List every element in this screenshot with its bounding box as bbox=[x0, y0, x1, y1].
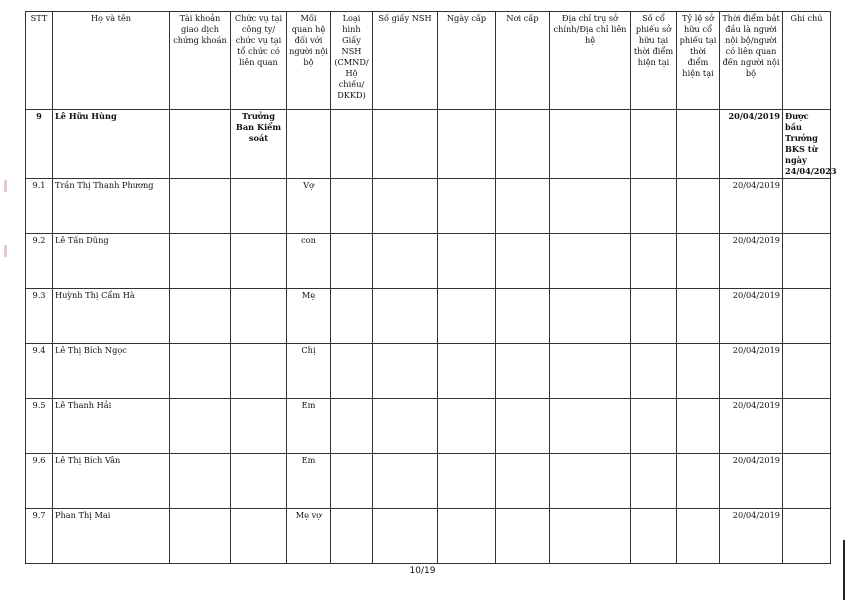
row-address bbox=[550, 234, 631, 289]
table-row-main bbox=[26, 110, 831, 179]
row-id-no bbox=[373, 234, 438, 289]
page-number: 10/19 bbox=[409, 566, 436, 576]
row-ratio bbox=[677, 344, 720, 399]
row-issue-place bbox=[496, 399, 550, 454]
table-row bbox=[26, 454, 831, 509]
row-position bbox=[231, 234, 287, 289]
row-id-type bbox=[331, 399, 373, 454]
row-position bbox=[231, 179, 287, 234]
row-issue-place bbox=[496, 179, 550, 234]
row-ratio bbox=[677, 234, 720, 289]
row-shares bbox=[631, 179, 677, 234]
row-issue-date bbox=[438, 399, 496, 454]
row-address bbox=[550, 454, 631, 509]
row-id-type bbox=[331, 289, 373, 344]
row-issue-date bbox=[438, 179, 496, 234]
row-issue-date bbox=[438, 454, 496, 509]
row-name: Phan Thị Mai bbox=[53, 509, 170, 564]
row-note bbox=[783, 509, 831, 564]
row-issue-date bbox=[438, 509, 496, 564]
row-account bbox=[170, 454, 231, 509]
row-position bbox=[231, 509, 287, 564]
header-relation: Mối quan hệ đối với người nội bộ bbox=[287, 12, 331, 110]
row-stt: 9 bbox=[26, 110, 53, 179]
row-stt: 9.6 bbox=[26, 454, 53, 509]
row-shares bbox=[631, 399, 677, 454]
row-stt: 9.1 bbox=[26, 179, 53, 234]
row-id-no bbox=[373, 399, 438, 454]
header-row bbox=[26, 12, 831, 110]
row-start-date: 20/04/2019 bbox=[720, 289, 783, 344]
row-position bbox=[231, 399, 287, 454]
row-issue-date bbox=[438, 344, 496, 399]
row-address bbox=[550, 110, 631, 179]
row-name: Lê Hữu Hùng bbox=[53, 110, 170, 179]
row-stt: 9.3 bbox=[26, 289, 53, 344]
row-issue-place bbox=[496, 454, 550, 509]
header-start-date: Thời điểm bắt đầu là người nội bộ/người có liên quan đến người nội bộ bbox=[720, 12, 783, 110]
row-account bbox=[170, 179, 231, 234]
table-row bbox=[26, 179, 831, 234]
insider-table bbox=[25, 11, 837, 564]
row-ratio bbox=[677, 454, 720, 509]
row-issue-date bbox=[438, 110, 496, 179]
row-shares bbox=[631, 110, 677, 179]
row-issue-place bbox=[496, 509, 550, 564]
row-note bbox=[783, 399, 831, 454]
row-ratio bbox=[677, 289, 720, 344]
row-ratio bbox=[677, 509, 720, 564]
header-position: Chức vụ tại công ty/ chức vụ tại tổ chức có liên quan bbox=[231, 12, 287, 110]
row-id-no bbox=[373, 289, 438, 344]
row-name: Huỳnh Thị Cẩm Hà bbox=[53, 289, 170, 344]
table-row bbox=[26, 399, 831, 454]
table-row bbox=[26, 289, 831, 344]
row-relation: Chị bbox=[287, 344, 331, 399]
row-start-date: 20/04/2019 bbox=[720, 110, 783, 179]
row-issue-place bbox=[496, 234, 550, 289]
row-shares bbox=[631, 509, 677, 564]
row-id-type bbox=[331, 454, 373, 509]
row-id-type bbox=[331, 344, 373, 399]
row-id-type bbox=[331, 234, 373, 289]
header-address: Địa chỉ trụ sở chính/Địa chỉ liên hệ bbox=[550, 12, 631, 110]
row-account bbox=[170, 344, 231, 399]
row-account bbox=[170, 234, 231, 289]
row-ratio bbox=[677, 110, 720, 179]
row-name: Lê Thị Bích Ngọc bbox=[53, 344, 170, 399]
row-issue-place bbox=[496, 289, 550, 344]
header-stt: STT bbox=[26, 12, 53, 110]
header-id-no: Số giấy NSH bbox=[373, 12, 438, 110]
row-relation bbox=[287, 110, 331, 179]
scan-mark bbox=[4, 245, 7, 257]
row-address bbox=[550, 399, 631, 454]
row-relation: con bbox=[287, 234, 331, 289]
scan-mark bbox=[4, 180, 7, 192]
header-issue-place: Nơi cấp bbox=[496, 12, 550, 110]
row-issue-place bbox=[496, 344, 550, 399]
row-note bbox=[783, 179, 831, 234]
row-name: Lê Thanh Hải bbox=[53, 399, 170, 454]
row-address bbox=[550, 179, 631, 234]
table-row bbox=[26, 234, 831, 289]
row-ratio bbox=[677, 399, 720, 454]
table-row bbox=[26, 509, 831, 564]
table-row bbox=[26, 344, 831, 399]
row-relation: Em bbox=[287, 454, 331, 509]
row-id-no bbox=[373, 179, 438, 234]
row-issue-date bbox=[438, 234, 496, 289]
header-issue-date: Ngày cấp bbox=[438, 12, 496, 110]
row-shares bbox=[631, 344, 677, 399]
row-note bbox=[783, 289, 831, 344]
row-id-no bbox=[373, 509, 438, 564]
header-ratio: Tỷ lệ sở hữu cổ phiếu tại thời điểm hiện tại bbox=[677, 12, 720, 110]
row-stt: 9.2 bbox=[26, 234, 53, 289]
row-stt: 9.7 bbox=[26, 509, 53, 564]
row-relation: Em bbox=[287, 399, 331, 454]
row-account bbox=[170, 110, 231, 179]
row-address bbox=[550, 509, 631, 564]
row-note: Được bầu Trưởng BKS từ ngày 24/04/2023 bbox=[783, 110, 831, 179]
row-start-date: 20/04/2019 bbox=[720, 234, 783, 289]
row-start-date: 20/04/2019 bbox=[720, 509, 783, 564]
row-start-date: 20/04/2019 bbox=[720, 179, 783, 234]
row-note bbox=[783, 344, 831, 399]
row-relation: Mẹ bbox=[287, 289, 331, 344]
row-shares bbox=[631, 289, 677, 344]
header-name: Họ và tên bbox=[53, 12, 170, 110]
row-note bbox=[783, 454, 831, 509]
row-stt: 9.4 bbox=[26, 344, 53, 399]
row-id-no bbox=[373, 344, 438, 399]
row-note bbox=[783, 234, 831, 289]
row-stt: 9.5 bbox=[26, 399, 53, 454]
row-relation: Vợ bbox=[287, 179, 331, 234]
row-address bbox=[550, 344, 631, 399]
row-position bbox=[231, 344, 287, 399]
row-ratio bbox=[677, 179, 720, 234]
row-shares bbox=[631, 234, 677, 289]
row-name: Trần Thị Thanh Phương bbox=[53, 179, 170, 234]
row-position bbox=[231, 454, 287, 509]
row-start-date: 20/04/2019 bbox=[720, 399, 783, 454]
row-id-type bbox=[331, 179, 373, 234]
row-address bbox=[550, 289, 631, 344]
row-id-type bbox=[331, 110, 373, 179]
row-id-no bbox=[373, 110, 438, 179]
row-name: Lê Thị Bích Vân bbox=[53, 454, 170, 509]
row-id-no bbox=[373, 454, 438, 509]
row-issue-place bbox=[496, 110, 550, 179]
row-shares bbox=[631, 454, 677, 509]
row-account bbox=[170, 509, 231, 564]
row-account bbox=[170, 399, 231, 454]
row-position: Trưởng Ban Kiểm soát bbox=[231, 110, 287, 179]
row-start-date: 20/04/2019 bbox=[720, 344, 783, 399]
header-account: Tài khoản giao dịch chứng khoán bbox=[170, 12, 231, 110]
row-position bbox=[231, 289, 287, 344]
header-id-type: Loại hình Giấy NSH (CMND/ Hộ chiếu/ DKKD) bbox=[331, 12, 373, 110]
row-relation: Mẹ vợ bbox=[287, 509, 331, 564]
header-note: Ghi chú bbox=[783, 12, 831, 110]
row-issue-date bbox=[438, 289, 496, 344]
row-account bbox=[170, 289, 231, 344]
header-shares: Số cổ phiếu sở hữu tại thời điểm hiện tại bbox=[631, 12, 677, 110]
row-id-type bbox=[331, 509, 373, 564]
row-name: Lê Tấn Dũng bbox=[53, 234, 170, 289]
row-start-date: 20/04/2019 bbox=[720, 454, 783, 509]
